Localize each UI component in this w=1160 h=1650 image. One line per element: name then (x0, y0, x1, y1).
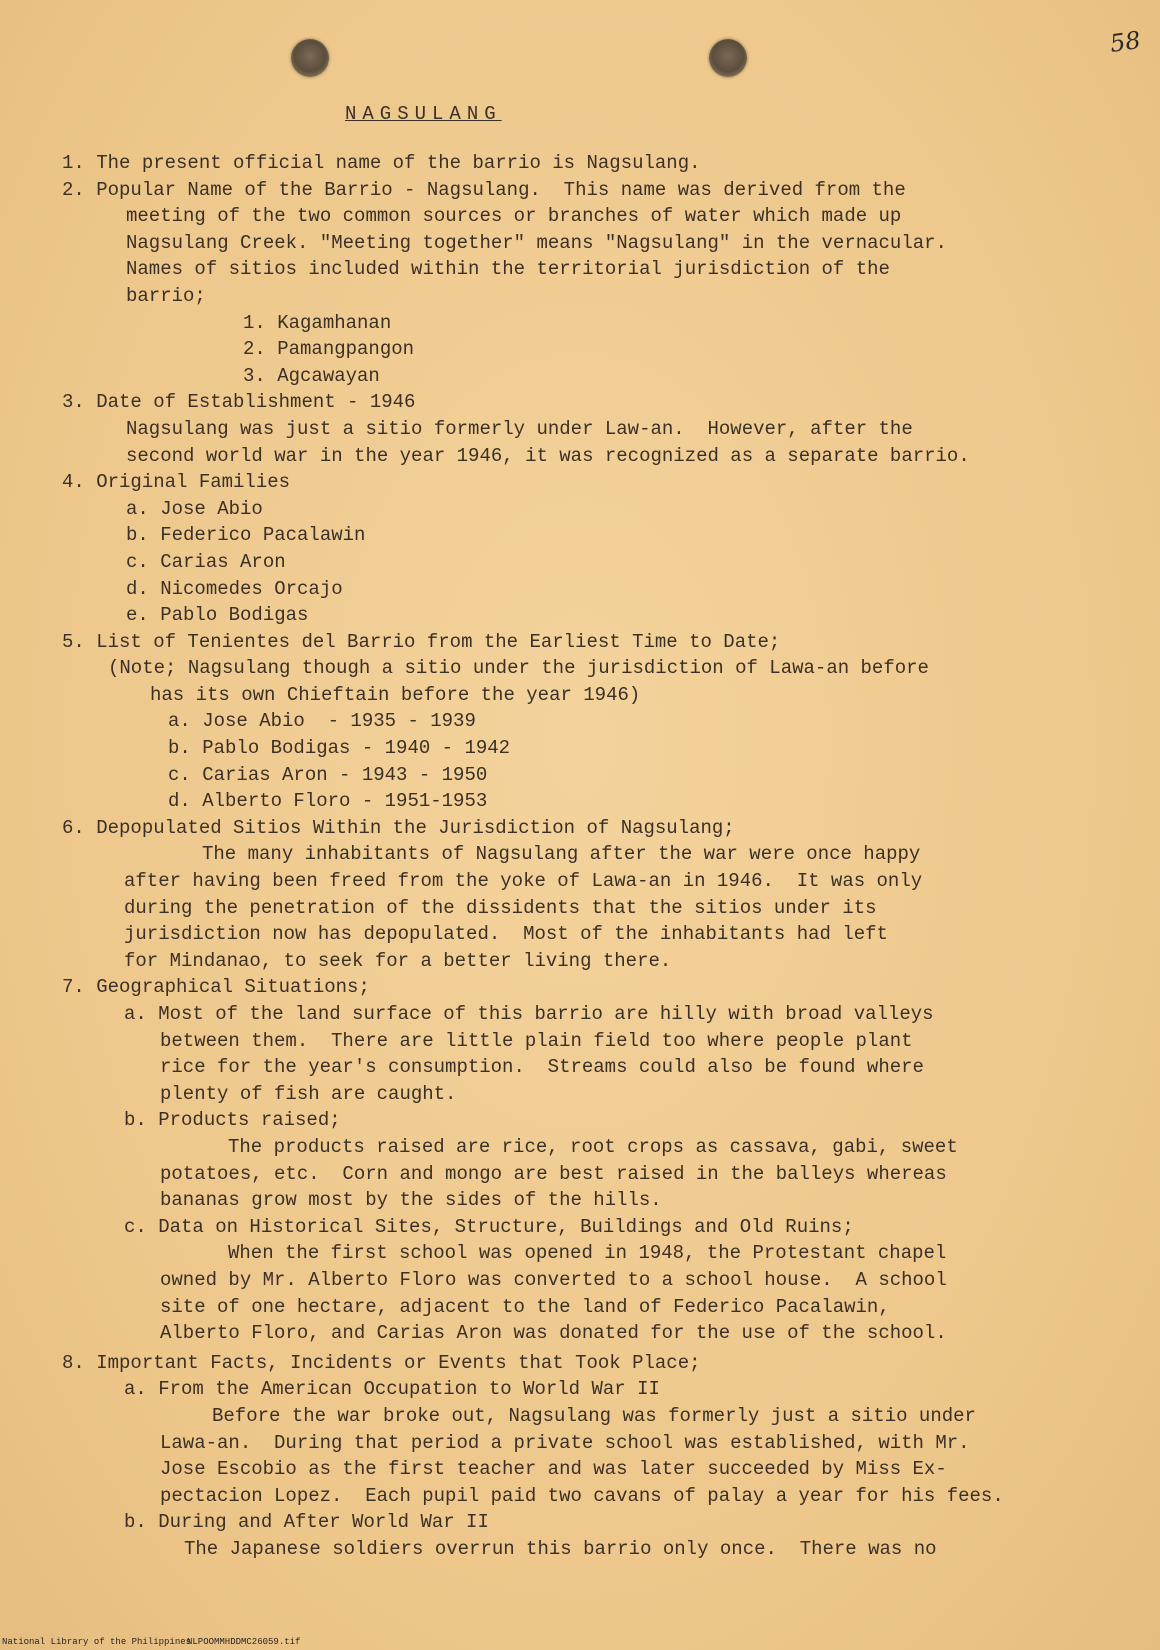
text-line: d. Nicomedes Orcajo (126, 577, 343, 600)
text-line: 7. Geographical Situations; (62, 976, 370, 999)
text-line: bananas grow most by the sides of the hills. (160, 1189, 662, 1212)
text-line: Nagsulang Creek. "Meeting together" means "Nagsulang" in the vernacular. (126, 231, 947, 254)
text-line: The Japanese soldiers overrun this barrio only once. There was no (184, 1537, 937, 1560)
footer-file-id: NLPOOMMHDDMC26059.tif (187, 1637, 301, 1647)
text-line: Lawa-an. During that period a private school was established, with Mr. (160, 1431, 970, 1454)
text-line: Names of sitios included within the territorial jurisdiction of the (126, 258, 890, 281)
text-line: When the first school was opened in 1948, the Protestant chapel (228, 1242, 947, 1265)
text-line: 5. List of Tenientes del Barrio from the Earliest Time to Date; (62, 630, 781, 653)
text-line: b. Products raised; (124, 1109, 341, 1132)
text-line: potatoes, etc. Corn and mongo are best raised in the balleys whereas (160, 1162, 947, 1185)
text-line: pectacion Lopez. Each pupil paid two cavans of palay a year for his fees. (160, 1484, 1004, 1507)
text-line: 2. Popular Name of the Barrio - Nagsulang. This name was derived from the (62, 178, 906, 201)
text-line: 1. The present official name of the barrio is Nagsulang. (62, 152, 701, 174)
text-line: Jose Escobio as the first teacher and was later succeeded by Miss Ex- (160, 1458, 947, 1481)
text-line: barrio; (126, 284, 206, 307)
text-line: for Mindanao, to seek for a better living there. (124, 949, 672, 972)
text-line: c. Carias Aron - 1943 - 1950 (168, 763, 488, 786)
text-line: 1. Kagamhanan (243, 311, 392, 334)
text-line: during the penetration of the dissidents that the sitios under its (124, 896, 877, 919)
text-line: plenty of fish are caught. (160, 1082, 457, 1105)
text-line: 3. Agcawayan (243, 364, 380, 387)
text-line: b. Federico Pacalawin (126, 524, 366, 547)
document-body (0, 150, 1160, 1562)
text-line: has its own Chieftain before the year 1946) (150, 683, 641, 706)
punch-hole-right (709, 39, 747, 77)
text-line: c. Data on Historical Sites, Structure, Buildings and Old Ruins; (124, 1215, 854, 1238)
text-line: c. Carias Aron (126, 550, 286, 573)
text-line: 8. Important Facts, Incidents or Events that Took Place; (62, 1351, 701, 1374)
text-line: a. Jose Abio (126, 497, 263, 520)
text-line: after having been freed from the yoke of Lawa-an in 1946. It was only (124, 870, 923, 893)
text-line: rice for the year's consumption. Streams could also be found where (160, 1056, 924, 1079)
text-line: Nagsulang was just a sitio formerly under Law-an. However, after the (126, 417, 913, 440)
text-line: Alberto Floro, and Carias Aron was donated for the use of the school. (160, 1322, 947, 1345)
text-line: jurisdiction now has depopulated. Most of the inhabitants had left (124, 923, 888, 946)
document-title: NAGSULANG (345, 103, 502, 125)
text-line: The products raised are rice, root crops as cassava, gabi, sweet (228, 1135, 958, 1158)
text-line: a. Jose Abio - 1935 - 1939 (168, 710, 476, 733)
text-line: 4. Original Families (62, 471, 291, 494)
text-line: 6. Depopulated Sitios Within the Jurisdiction of Nagsulang; (62, 816, 735, 839)
text-line: Before the war broke out, Nagsulang was formerly just a sitio under (212, 1404, 976, 1427)
text-line: site of one hectare, adjacent to the land of Federico Pacalawin, (160, 1295, 890, 1318)
text-line: second world war in the year 1946, it was recognized as a separate barrio. (126, 444, 970, 467)
text-line: b. Pablo Bodigas - 1940 - 1942 (168, 737, 511, 760)
text-line: (Note; Nagsulang though a sitio under the jurisdiction of Lawa-an before (108, 657, 929, 680)
footer-library-name: National Library of the Philippines (2, 1637, 192, 1647)
punch-hole-left (291, 39, 329, 77)
text-line: owned by Mr. Alberto Floro was converted to a school house. A school (160, 1268, 947, 1291)
text-line: a. From the American Occupation to World War II (124, 1378, 660, 1401)
text-line: The many inhabitants of Nagsulang after the war were once happy (202, 843, 921, 866)
text-line: e. Pablo Bodigas (126, 604, 309, 627)
text-line: meeting of the two common sources or branches of water which made up (126, 205, 902, 228)
text-line: 2. Pamangpangon (243, 338, 415, 361)
text-line: b. During and After World War II (124, 1511, 489, 1534)
text-line: 3. Date of Establishment - 1946 (62, 391, 416, 414)
handwritten-page-number: 58 (1108, 26, 1143, 58)
text-line: between them. There are little plain field too where people plant (160, 1029, 913, 1052)
text-line: d. Alberto Floro - 1951-1953 (168, 790, 488, 813)
text-line: a. Most of the land surface of this barrio are hilly with broad valleys (124, 1003, 934, 1025)
